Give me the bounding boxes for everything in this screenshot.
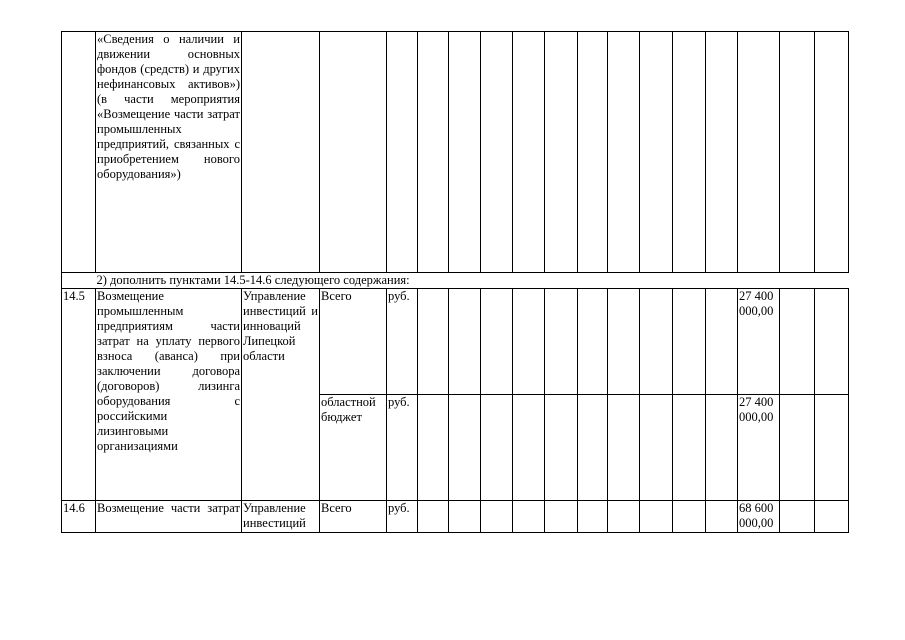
cell-year bbox=[706, 501, 738, 533]
row-amount: 27 400 000,00 bbox=[738, 395, 780, 501]
row-number: 14.5 bbox=[62, 289, 96, 501]
amendment-note: 2) дополнить пунктами 14.5-14.6 следующего содержания: bbox=[96, 273, 849, 289]
cell-year bbox=[481, 289, 513, 395]
document-page bbox=[61, 31, 849, 533]
cell-year bbox=[449, 501, 481, 533]
cell-year bbox=[545, 395, 578, 501]
row-name: Возмещение части затрат bbox=[96, 501, 242, 533]
cell-year bbox=[578, 32, 608, 273]
cell-year bbox=[481, 501, 513, 533]
cell-year bbox=[481, 32, 513, 273]
cell-year bbox=[545, 32, 578, 273]
cell-extra bbox=[815, 395, 849, 501]
cell-extra bbox=[780, 501, 815, 533]
row-name: Возмещение промышленным предприятиям части затрат на уплату первого взноса (аванса) при заключении договора (договоров) лизинга оборудования с российскими лизинговыми организациями bbox=[96, 289, 242, 501]
cell-year bbox=[449, 395, 481, 501]
cell-source bbox=[320, 32, 387, 273]
amendment-note-row bbox=[62, 273, 849, 289]
row-executor: Управление инвестиций и инноваций Липецкой области bbox=[242, 289, 320, 501]
cell-executor bbox=[242, 32, 320, 273]
cell-year bbox=[673, 32, 706, 273]
cell-year bbox=[673, 395, 706, 501]
row-unit: руб. bbox=[387, 395, 418, 501]
row-amount: 68 600 000,00 bbox=[738, 501, 780, 533]
cell-num bbox=[62, 273, 96, 289]
row-amount: 27 400 000,00 bbox=[738, 289, 780, 395]
cell-year bbox=[545, 501, 578, 533]
cell-year bbox=[418, 395, 449, 501]
cell-extra bbox=[815, 32, 849, 273]
cell-year bbox=[513, 289, 545, 395]
cell-year bbox=[513, 395, 545, 501]
cell-year bbox=[608, 501, 640, 533]
row-source: Всего bbox=[320, 501, 387, 533]
cell-year bbox=[706, 395, 738, 501]
cell-year bbox=[545, 289, 578, 395]
cell-num bbox=[62, 32, 96, 273]
cell-year bbox=[706, 32, 738, 273]
cell-amount bbox=[738, 32, 780, 273]
cell-year bbox=[578, 395, 608, 501]
cell-year bbox=[578, 289, 608, 395]
cell-extra bbox=[780, 32, 815, 273]
cell-extra bbox=[815, 501, 849, 533]
row-executor: Управление инвестиций bbox=[242, 501, 320, 533]
cell-year bbox=[608, 289, 640, 395]
cell-year bbox=[449, 289, 481, 395]
cell-name: «Сведения о наличии и движении основных фондов (средств) и других нефинансовых активов») (в части мероприятия «Возмещение части затрат промышленных предприятий, связанных с приобретением нового оборудования») bbox=[96, 32, 242, 273]
cell-extra bbox=[780, 395, 815, 501]
row-unit: руб. bbox=[387, 289, 418, 395]
cell-year bbox=[418, 289, 449, 395]
cell-year bbox=[513, 32, 545, 273]
cell-year bbox=[640, 501, 673, 533]
cell-unit bbox=[387, 32, 418, 273]
row-number: 14.6 bbox=[62, 501, 96, 533]
cell-year bbox=[673, 289, 706, 395]
row-source: Всего bbox=[320, 289, 387, 395]
cell-extra bbox=[780, 289, 815, 395]
cell-year bbox=[640, 289, 673, 395]
cell-year bbox=[449, 32, 481, 273]
cell-year bbox=[418, 501, 449, 533]
row-unit: руб. bbox=[387, 501, 418, 533]
cell-year bbox=[608, 32, 640, 273]
cell-year bbox=[513, 501, 545, 533]
cell-year bbox=[673, 501, 706, 533]
cell-year bbox=[418, 32, 449, 273]
cell-year bbox=[640, 395, 673, 501]
row-source: областной бюджет bbox=[320, 395, 387, 501]
cell-extra bbox=[815, 289, 849, 395]
continuation-row bbox=[62, 32, 849, 273]
table-row bbox=[62, 501, 849, 533]
cell-year bbox=[481, 395, 513, 501]
program-table bbox=[61, 31, 849, 533]
cell-year bbox=[640, 32, 673, 273]
cell-year bbox=[578, 501, 608, 533]
cell-year bbox=[706, 289, 738, 395]
table-row bbox=[62, 289, 849, 395]
cell-year bbox=[608, 395, 640, 501]
